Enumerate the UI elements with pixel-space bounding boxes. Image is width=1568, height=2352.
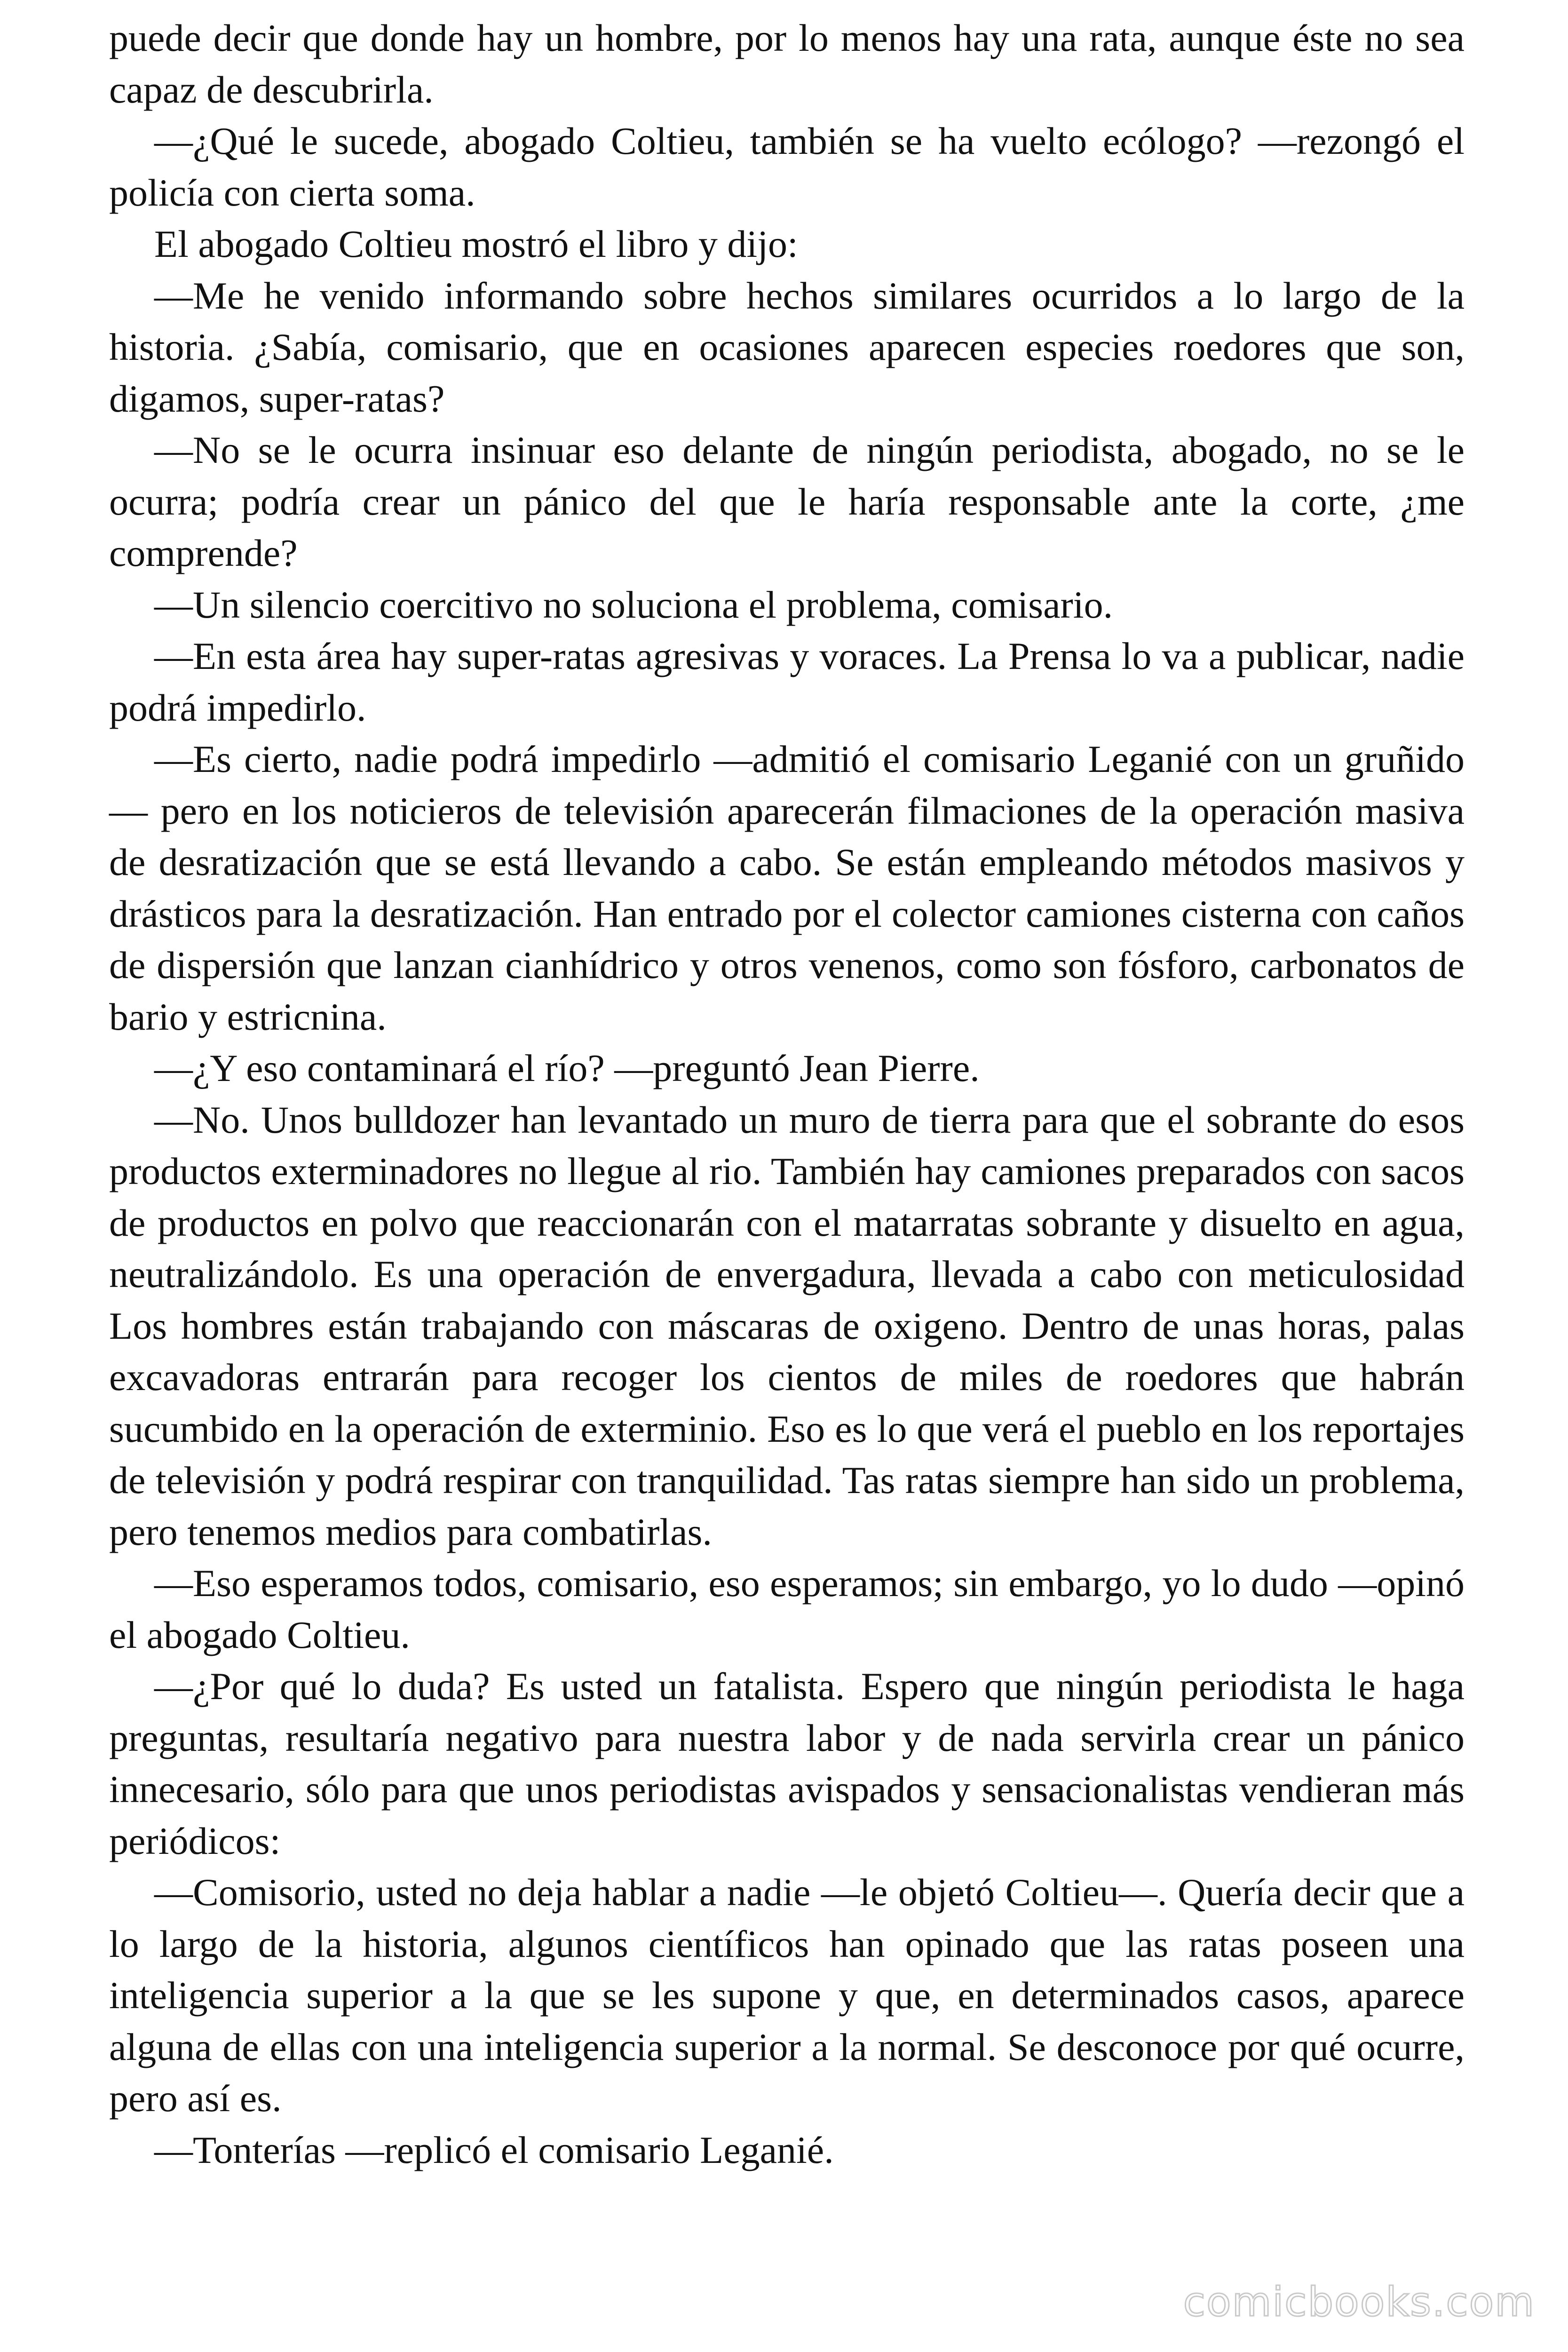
paragraph-8: —Es cierto, nadie podrá impedirlo —admitió el comisario Leganié con un gruñido— pero en los noticieros de televisión aparecerán filmaciones de la operación masiva de desratización que se está llevando a cabo. Se están empleando métodos masivos y drásticos para la desratización. Han entrado por el colector camiones cisterna con caños de dispersión que lanzan cianhídrico y otros venenos, como son fósforo, carbonatos de bario y estricnina. [109, 738, 1465, 1038]
paragraph-9: —¿Y eso contaminará el río? —preguntó Jean Pierre. [154, 1047, 980, 1089]
paragraph-4: —Me he venido informando sobre hechos similares ocurridos a lo largo de la historia. ¿Sabía, comisario, que en ocasiones aparecen especies roedores que son, digamos, super-ratas? [109, 274, 1465, 420]
paragraph-10: —No. Unos bulldozer han levantado un muro de tierra para que el sobrante do esos productos exterminadores no llegue al rio. También hay camiones preparados con sacos de productos en polvo que reaccionarán con el matarratas sobrante y disuelto en agua, neutralizándolo. Es una operación de envergadura, llevada a cabo con meticulosidad Los hombres están trabajando con máscaras de oxigeno. Dentro de unas horas, palas excavadoras entrarán para recoger los cientos de miles de roedores que habrán sucumbido en la operación de exterminio. Eso es lo que verá el pueblo en los reportajes de televisión y podrá respirar con tranquilidad. Tas ratas siempre han sido un problema, pero tenemos medios para combatirlas. [109, 1098, 1465, 1553]
watermark: comicbooks.com [1183, 2279, 1535, 2326]
paragraph-5: —No se le ocurra insinuar eso delante de ningún periodista, abogado, no se le ocurra; podría crear un pánico del que le haría responsable ante la corte, ¿me comprende? [109, 429, 1465, 574]
paragraph-12: —¿Por qué lo duda? Es usted un fatalista. Espero que ningún periodista le haga preguntas, resultaría negativo para nuestra labor y de nada servirla crear un pánico innecesario, sólo para que unos periodistas avispados y sensacionalistas vendieran más periódicos: [109, 1665, 1465, 1862]
paragraph-6: —Un silencio coercitivo no soluciona el problema, comisario. [154, 583, 1113, 626]
paragraph-14: —Tonterías —replicó el comisario Leganié. [154, 2128, 834, 2171]
body-text [109, 12, 1465, 2176]
paragraph-7: —En esta área hay super-ratas agresivas y voraces. La Prensa lo va a publicar, nadie podrá impedirlo. [109, 635, 1465, 729]
paragraph-13: —Comisorio, usted no deja hablar a nadie —le objetó Coltieu—. Quería decir que a lo largo de la historia, algunos científicos han opinado que las ratas poseen una inteligencia superior a la que se les supone y que, en determinados casos, aparece alguna de ellas con una inteligencia superior a la normal. Se desconoce por qué ocurre, pero así es. [109, 1871, 1465, 2120]
paragraph-11: —Eso esperamos todos, comisario, eso esperamos; sin embargo, yo lo dudo —opinó el abogado Coltieu. [109, 1562, 1465, 1656]
paragraph-3: El abogado Coltieu mostró el libro y dijo: [154, 222, 798, 265]
paragraph-2: —¿Qué le sucede, abogado Coltieu, también se ha vuelto ecólogo? —rezongó el policía con cierta soma. [109, 119, 1465, 214]
paragraph-1: puede decir que donde hay un hombre, por lo menos hay una rata, aunque éste no sea capaz de descubrirla. [109, 16, 1465, 111]
